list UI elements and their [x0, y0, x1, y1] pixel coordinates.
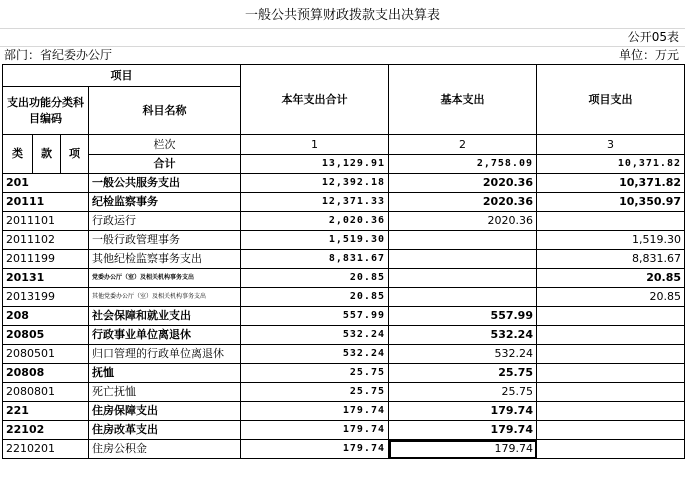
- expenditure-table: [2, 64, 685, 459]
- code-cell[interactable]: 20808: [3, 364, 89, 383]
- code-cell[interactable]: 2080501: [3, 345, 89, 364]
- report-title: 一般公共预算财政拨款支出决算表: [244, 8, 440, 23]
- name-cell[interactable]: 党委办公厅（室）及相关机构事务支出: [89, 269, 241, 288]
- form-number: 公开05表: [627, 30, 679, 44]
- total-cell[interactable]: 179.74: [241, 440, 389, 459]
- basic-cell[interactable]: [389, 231, 537, 250]
- total-cell[interactable]: 532.24: [241, 326, 389, 345]
- unit-label: 单位：万元: [618, 48, 679, 62]
- code-cell[interactable]: 20111: [3, 193, 89, 212]
- sum-basic[interactable]: 2,758.09: [389, 155, 537, 174]
- project-cell[interactable]: [537, 440, 685, 459]
- basic-cell[interactable]: 2020.36: [389, 193, 537, 212]
- project-cell[interactable]: [537, 402, 685, 421]
- col-number-3: 3: [537, 135, 685, 155]
- basic-cell[interactable]: [389, 288, 537, 307]
- total-cell[interactable]: 8,831.67: [241, 250, 389, 269]
- table-row: [3, 307, 685, 326]
- table-row: [3, 364, 685, 383]
- total-cell[interactable]: 25.75: [241, 364, 389, 383]
- project-cell[interactable]: [537, 307, 685, 326]
- total-cell[interactable]: 20.85: [241, 269, 389, 288]
- basic-cell[interactable]: 179.74: [389, 440, 537, 459]
- table-row: [3, 231, 685, 250]
- table-row: [3, 440, 685, 459]
- total-cell[interactable]: 179.74: [241, 421, 389, 440]
- basic-cell[interactable]: [389, 250, 537, 269]
- name-cell[interactable]: 行政运行: [89, 212, 241, 231]
- lanci-label: 栏次: [89, 135, 241, 155]
- table-row: [3, 212, 685, 231]
- project-cell[interactable]: [537, 345, 685, 364]
- total-header: 本年支出合计: [241, 65, 389, 135]
- name-cell[interactable]: 死亡抚恤: [89, 383, 241, 402]
- col-number-1: 1: [241, 135, 389, 155]
- total-cell[interactable]: 25.75: [241, 383, 389, 402]
- code-cell[interactable]: 221: [3, 402, 89, 421]
- code-cell[interactable]: 2013199: [3, 288, 89, 307]
- code-cell[interactable]: 2210201: [3, 440, 89, 459]
- code-cell[interactable]: 2011199: [3, 250, 89, 269]
- col-number-2: 2: [389, 135, 537, 155]
- basic-cell[interactable]: 25.75: [389, 383, 537, 402]
- total-cell[interactable]: 532.24: [241, 345, 389, 364]
- basic-cell[interactable]: 2020.36: [389, 212, 537, 231]
- name-cell[interactable]: 住房公积金: [89, 440, 241, 459]
- project-cell[interactable]: [537, 421, 685, 440]
- code-cell[interactable]: 2011101: [3, 212, 89, 231]
- basic-cell[interactable]: 2020.36: [389, 174, 537, 193]
- project-cell[interactable]: [537, 212, 685, 231]
- project-cell[interactable]: [537, 364, 685, 383]
- table-row: [3, 193, 685, 212]
- table-row: [3, 402, 685, 421]
- basic-cell[interactable]: [389, 269, 537, 288]
- name-cell[interactable]: 住房改革支出: [89, 421, 241, 440]
- sum-total[interactable]: 13,129.91: [241, 155, 389, 174]
- table-row: [3, 174, 685, 193]
- total-cell[interactable]: 179.74: [241, 402, 389, 421]
- name-cell[interactable]: 归口管理的行政单位离退休: [89, 345, 241, 364]
- table-row: [3, 421, 685, 440]
- project-cell[interactable]: 10,350.97: [537, 193, 685, 212]
- code-cell[interactable]: 22102: [3, 421, 89, 440]
- xiang-header: 项: [61, 135, 89, 174]
- code-cell[interactable]: 208: [3, 307, 89, 326]
- total-cell[interactable]: 12,371.33: [241, 193, 389, 212]
- name-header: 科目名称: [89, 87, 241, 135]
- project-cell[interactable]: [537, 326, 685, 345]
- sum-project[interactable]: 10,371.82: [537, 155, 685, 174]
- name-cell[interactable]: 其他纪检监察事务支出: [89, 250, 241, 269]
- code-cell[interactable]: 2011102: [3, 231, 89, 250]
- table-row: [3, 288, 685, 307]
- lei-header: 类: [3, 135, 33, 174]
- basic-cell[interactable]: 179.74: [389, 402, 537, 421]
- table-row: [3, 383, 685, 402]
- table-row: [3, 326, 685, 345]
- name-cell[interactable]: 一般行政管理事务: [89, 231, 241, 250]
- sum-label: 合计: [89, 155, 241, 174]
- name-cell[interactable]: 住房保障支出: [89, 402, 241, 421]
- department-label: 部门：省纪委办公厅: [4, 48, 113, 62]
- name-cell[interactable]: 纪检监察事务: [89, 193, 241, 212]
- code-header: 支出功能分类科目编码: [3, 87, 89, 135]
- total-cell[interactable]: 20.85: [241, 288, 389, 307]
- basic-header: 基本支出: [389, 65, 537, 135]
- basic-cell[interactable]: 532.24: [389, 326, 537, 345]
- basic-cell[interactable]: 25.75: [389, 364, 537, 383]
- code-cell[interactable]: 20805: [3, 326, 89, 345]
- total-cell[interactable]: 12,392.18: [241, 174, 389, 193]
- basic-cell[interactable]: 557.99: [389, 307, 537, 326]
- project-cell[interactable]: [537, 383, 685, 402]
- name-cell[interactable]: 社会保障和就业支出: [89, 307, 241, 326]
- basic-cell[interactable]: 532.24: [389, 345, 537, 364]
- name-cell[interactable]: 行政事业单位离退休: [89, 326, 241, 345]
- project-cell[interactable]: 10,371.82: [537, 174, 685, 193]
- name-cell[interactable]: 其他党委办公厅（室）及相关机构事务支出: [89, 288, 241, 307]
- table-row: [3, 269, 685, 288]
- code-cell[interactable]: 20131: [3, 269, 89, 288]
- project-header: 项目: [3, 65, 241, 87]
- name-cell[interactable]: 抚恤: [89, 364, 241, 383]
- project-cell[interactable]: 1,519.30: [537, 231, 685, 250]
- code-cell[interactable]: 2080801: [3, 383, 89, 402]
- project-cell[interactable]: 8,831.67: [537, 250, 685, 269]
- total-cell[interactable]: 2,020.36: [241, 212, 389, 231]
- basic-cell[interactable]: 179.74: [389, 421, 537, 440]
- kuan-header: 款: [33, 135, 61, 174]
- table-row: [3, 345, 685, 364]
- name-cell[interactable]: 一般公共服务支出: [89, 174, 241, 193]
- total-cell[interactable]: 1,519.30: [241, 231, 389, 250]
- table-row: [3, 250, 685, 269]
- total-cell[interactable]: 557.99: [241, 307, 389, 326]
- project-cell[interactable]: 20.85: [537, 288, 685, 307]
- code-cell[interactable]: 201: [3, 174, 89, 193]
- project-cell[interactable]: 20.85: [537, 269, 685, 288]
- project-exp-header: 项目支出: [537, 65, 685, 135]
